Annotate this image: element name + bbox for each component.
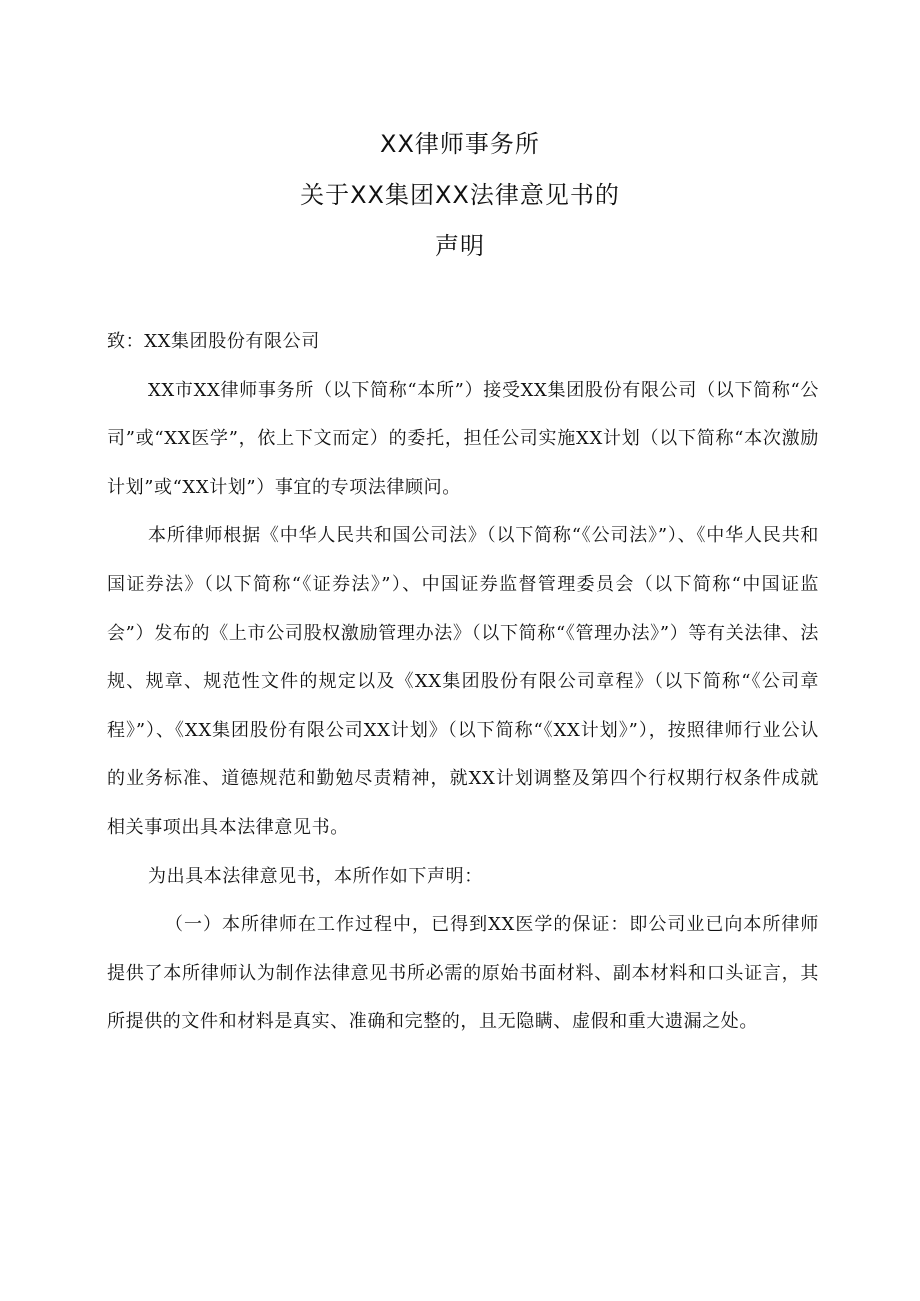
paragraph-declaration-intro: 为出具本法律意见书，本所作如下声明： bbox=[148, 865, 483, 887]
document-title bbox=[0, 120, 920, 270]
document-body bbox=[107, 318, 819, 1047]
paragraph-engagement: XX市XX律师事务所（以下简称“本所”）接受XX集团股份有限公司（以下简称“公司”或“XX医学”，依上下文而定）的委托，担任公司实施XX计划（以下简称“本次激励计划”或“XX计划”）事宜的专项法律顾问。 bbox=[107, 379, 819, 498]
paragraph-declaration-item-1: （一）本所律师在工作过程中，已得到XX医学的保证：即公司业已向本所律师提供了本所律师认为制作法律意见书所必需的原始书面材料、副本材料和口头证言，其所提供的文件和材料是真实、准确和完整的，且无隐瞒、虚假和重大遗漏之处。 bbox=[107, 914, 819, 1033]
title-line-firm: XX律师事务所 bbox=[380, 130, 540, 158]
title-line-declaration: 声明 bbox=[435, 232, 485, 260]
title-line-subject: 关于XX集团XX法律意见书的 bbox=[300, 181, 620, 209]
paragraph-legal-basis: 本所律师根据《中华人民共和国公司法》（以下简称“《公司法》”）、《中华人民共和国证券法》（以下简称“《证券法》”）、中国证券监督管理委员会（以下简称“中国证监会”）发布的《上市公司股权激励管理办法》（以下简称“《管理办法》”）等有关法律、法规、规章、规范性文件的规定以及《XX集团股份有限公司章程》（以下简称“《公司章程》”）、《XX集团股份有限公司XX计划》（以下简称“《XX计划》”），按照律师行业公认的业务标准、道德规范和勤勉尽责精神，就XX计划调整及第四个行权期行权条件成就相关事项出具本法律意见书。 bbox=[107, 525, 819, 838]
addressee-line: 致：XX集团股份有限公司 bbox=[107, 331, 320, 352]
